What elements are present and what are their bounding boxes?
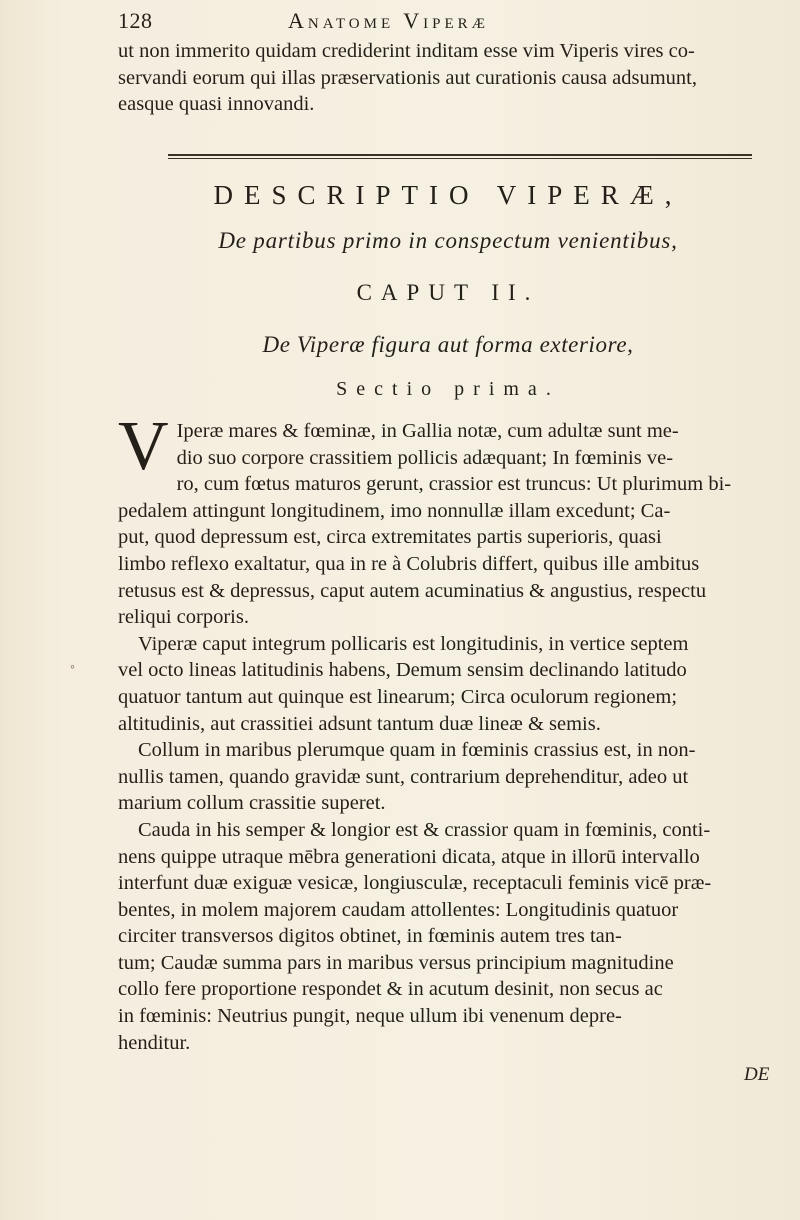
- text-line: ro, cum fœtus maturos gerunt, crassior est truncus: Ut plurimum bi-: [176, 473, 732, 496]
- text-line: reliqui corporis.: [118, 606, 249, 629]
- page-header: [118, 8, 778, 38]
- text-line: bentes, in molem majorem caudam attollentes: Longitudinis quatuor: [118, 898, 679, 921]
- text-line: altitudinis, aut crassitiei adsunt tantum duæ lineæ & semis.: [118, 712, 601, 735]
- chapter-heading: CAPUT II.: [356, 280, 540, 305]
- text-line: nullis tamen, quando gravidæ sunt, contrarium deprehenditur, adeo ut: [118, 765, 689, 788]
- text-line: in fœminis: Neutrius pungit, neque ullum ibi venenum depre-: [118, 1005, 622, 1028]
- text-line: servandi eorum qui illas præservationis aut curationis causa adsumunt,: [118, 66, 697, 89]
- main-title: DESCRIPTIO VIPERÆ,: [213, 180, 683, 210]
- text-line: collo fere proportione respondet & in acutum desinit, non secus ac: [118, 978, 663, 1001]
- drop-cap: V: [118, 408, 169, 485]
- page-number: 128: [118, 8, 153, 33]
- text-line: interfunt duæ exiguæ vesicæ, longiusculæ, receptaculi feminis vicē præ-: [118, 872, 712, 895]
- paragraph-4: [118, 817, 778, 1056]
- text-line: vel octo lineas latitudinis habens, Demum sensim declinando latitudo: [118, 659, 687, 682]
- text-line: retusus est & depressus, caput autem acuminatius & angustius, respectu: [118, 579, 707, 602]
- text-line: limbo reflexo exaltatur, qua in re à Colubris differt, quibus ille ambitus: [118, 552, 700, 575]
- text-line: easque quasi innovandi.: [118, 93, 315, 116]
- text-line: Iperæ mares & fœminæ, in Gallia notæ, cum adultæ sunt me-: [176, 420, 679, 442]
- paragraph-2: [118, 631, 778, 737]
- section-heading: Sectio prima.: [336, 378, 560, 400]
- text-line: dio suo corpore crassitiem pollicis adæquant; In fœminis ve-: [176, 446, 674, 469]
- text-line: Cauda in his semper & longior est & crassior quam in fœminis, conti-: [138, 818, 711, 841]
- paragraph-3: [118, 737, 778, 817]
- text-line: Collum in maribus plerumque quam in fœminis crassius est, in non-: [138, 739, 696, 762]
- text-line: tum; Caudæ summa pars in maribus versus principium magnitudine: [118, 951, 674, 974]
- text-line: marium collum crassitie superet.: [118, 792, 386, 815]
- text-line: quatuor tantum aut quinque est linearum; Circa oculorum regionem;: [118, 685, 678, 708]
- text-line: henditur.: [118, 1031, 191, 1054]
- subtitle: De partibus primo in conspectum venientibus,: [218, 228, 678, 253]
- text-line: ut non immerito quidam crediderint inditam esse vim Viperis vires co-: [118, 40, 695, 62]
- text-line: pedalem attingunt longitudinem, imo nonnullæ illam excedunt; Ca-: [118, 499, 671, 522]
- text-line: put, quod depressum est, circa extremitates partis superioris, quasi: [118, 526, 662, 549]
- text-line: nens quippe utraque mēbra generationi dicata, atque in illorū intervallo: [118, 845, 700, 868]
- main-text: [118, 408, 778, 1056]
- catchword: DE: [744, 1064, 770, 1085]
- section-divider: [168, 154, 752, 159]
- paragraph-1: [118, 408, 778, 631]
- intro-text: [118, 38, 778, 118]
- text-line: circiter transversos digitos obtinet, in fœminis autem tres tan-: [118, 925, 622, 948]
- text-line: Viperæ caput integrum pollicaris est longitudinis, in vertice septem: [138, 632, 689, 655]
- section-title: De Viperæ figura aut forma exteriore,: [262, 332, 634, 357]
- margin-mark: ◦: [70, 660, 75, 675]
- running-title: Anatome Viperæ: [288, 8, 489, 33]
